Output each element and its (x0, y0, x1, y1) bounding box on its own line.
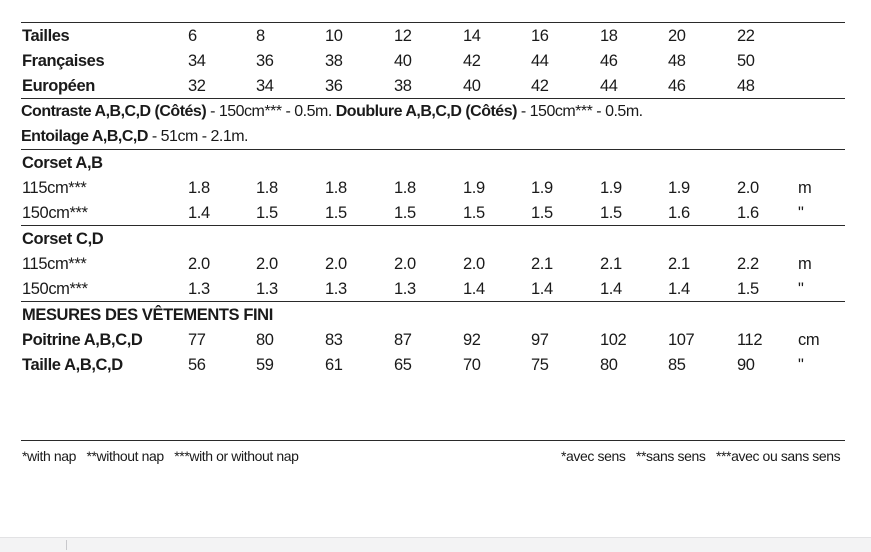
cell: 1.8 (188, 179, 210, 197)
unit: " (798, 204, 804, 222)
cell: 1.6 (737, 204, 759, 222)
cell: 2.0 (325, 255, 347, 273)
table-row (21, 327, 845, 352)
cell: 2.0 (394, 255, 416, 273)
interfacing-label: Entoilage A,B,C,D (21, 128, 148, 145)
unit: m (798, 255, 812, 273)
row-label: 150cm*** (22, 204, 88, 222)
cell: 32 (188, 77, 206, 95)
cell: 38 (394, 77, 412, 95)
nap-legend-french: *avec sens **sans sens ***avec ou sans sens (561, 448, 841, 464)
cell: 2.1 (600, 255, 622, 273)
cell: 40 (394, 52, 412, 70)
cell: 75 (531, 356, 549, 374)
fabric-line-contrast-lining (21, 99, 845, 124)
row-label: 150cm*** (22, 280, 88, 298)
interfacing-value: - 51cm - 2.1m. (147, 128, 248, 145)
cell: 1.5 (531, 204, 553, 222)
cell: 1.4 (668, 280, 690, 298)
cell: 1.8 (394, 179, 416, 197)
cell: 1.9 (600, 179, 622, 197)
table-row (21, 200, 845, 225)
cell: 1.3 (394, 280, 416, 298)
cell: 56 (188, 356, 206, 374)
cell: 1.9 (668, 179, 690, 197)
cell: 12 (394, 27, 412, 45)
cell: 1.8 (256, 179, 278, 197)
unit: cm (798, 331, 820, 349)
section-title: Corset A,B (22, 154, 103, 172)
cell: 97 (531, 331, 549, 349)
cell: 1.4 (600, 280, 622, 298)
cell: 2.0 (188, 255, 210, 273)
cell: 2.1 (668, 255, 690, 273)
cell: 1.4 (463, 280, 485, 298)
cell: 65 (394, 356, 412, 374)
cell: 6 (188, 27, 197, 45)
cell: 1.9 (463, 179, 485, 197)
row-label: Européen (22, 77, 95, 95)
size-row-tailles (21, 23, 845, 48)
cell: 1.5 (325, 204, 347, 222)
cell: 80 (256, 331, 274, 349)
cell: 34 (188, 52, 206, 70)
cell: 1.5 (737, 280, 759, 298)
cell: 44 (531, 52, 549, 70)
cell: 1.5 (394, 204, 416, 222)
row-label: Taille A,B,C,D (22, 356, 123, 374)
cell: 50 (737, 52, 755, 70)
contrast-label: Contraste A,B,C,D (Côtés) (21, 103, 207, 120)
cell: 2.0 (737, 179, 759, 197)
cell: 87 (394, 331, 412, 349)
cell: 1.5 (256, 204, 278, 222)
cell: 42 (463, 52, 481, 70)
cell: 2.1 (531, 255, 553, 273)
row-label: 115cm*** (22, 255, 87, 273)
cell: 18 (600, 27, 618, 45)
cell: 80 (600, 356, 618, 374)
cell: 112 (737, 331, 763, 349)
cell: 90 (737, 356, 755, 374)
cell: 2.0 (463, 255, 485, 273)
cell: 70 (463, 356, 481, 374)
size-row-francaises (21, 48, 845, 73)
unit: " (798, 356, 804, 374)
cell: 85 (668, 356, 686, 374)
cell: 14 (463, 27, 481, 45)
cell: 48 (737, 77, 755, 95)
cell: 48 (668, 52, 686, 70)
cell: 44 (600, 77, 618, 95)
cell: 1.9 (531, 179, 553, 197)
row-label: 115cm*** (22, 179, 87, 197)
cell: 1.4 (188, 204, 210, 222)
lining-value: - 150cm*** - 0.5m. (516, 103, 643, 120)
cell: 34 (256, 77, 274, 95)
cell: 1.3 (256, 280, 278, 298)
cell: 1.3 (325, 280, 347, 298)
cell: 36 (325, 77, 343, 95)
nap-legend-english: *with nap **without nap ***with or without nap (22, 448, 299, 464)
cell: 59 (256, 356, 274, 374)
viewer-bottom-bar (0, 537, 871, 552)
cell: 2.2 (737, 255, 759, 273)
section-title-corset-cd (21, 226, 845, 251)
fabric-line-interfacing (21, 124, 845, 149)
table-row (21, 175, 845, 200)
table-row (21, 251, 845, 276)
unit: m (798, 179, 812, 197)
cell: 1.6 (668, 204, 690, 222)
cell: 2.0 (256, 255, 278, 273)
cell: 107 (668, 331, 695, 349)
section-title-corset-ab (21, 150, 845, 175)
cell: 42 (531, 77, 549, 95)
cell: 92 (463, 331, 481, 349)
cell: 61 (325, 356, 343, 374)
cell: 77 (188, 331, 206, 349)
cell: 1.5 (600, 204, 622, 222)
cell: 22 (737, 27, 755, 45)
cell: 10 (325, 27, 343, 45)
table-row (21, 276, 845, 301)
cell: 46 (600, 52, 618, 70)
cell: 1.3 (188, 280, 210, 298)
cell: 1.4 (531, 280, 553, 298)
contrast-value: - 150cm*** - 0.5m. (206, 103, 336, 120)
cell: 36 (256, 52, 274, 70)
divider (21, 440, 845, 441)
unit: " (798, 280, 804, 298)
section-title: MESURES DES VÊTEMENTS FINI (22, 306, 273, 324)
lining-label: Doublure A,B,C,D (Côtés) (335, 103, 517, 120)
cell: 46 (668, 77, 686, 95)
cell: 1.5 (463, 204, 485, 222)
cell: 40 (463, 77, 481, 95)
pattern-yardage-chart (21, 22, 845, 377)
cell: 1.8 (325, 179, 347, 197)
section-title-measures (21, 302, 845, 327)
cell: 16 (531, 27, 549, 45)
cell: 20 (668, 27, 686, 45)
table-row (21, 352, 845, 377)
row-label: Françaises (22, 52, 105, 70)
cell: 83 (325, 331, 343, 349)
cell: 38 (325, 52, 343, 70)
cell: 102 (600, 331, 627, 349)
row-label: Tailles (22, 27, 70, 45)
row-label: Poitrine A,B,C,D (22, 331, 143, 349)
section-title: Corset C,D (22, 230, 104, 248)
size-row-europeen (21, 73, 845, 98)
separator (66, 540, 67, 550)
cell: 8 (256, 27, 265, 45)
